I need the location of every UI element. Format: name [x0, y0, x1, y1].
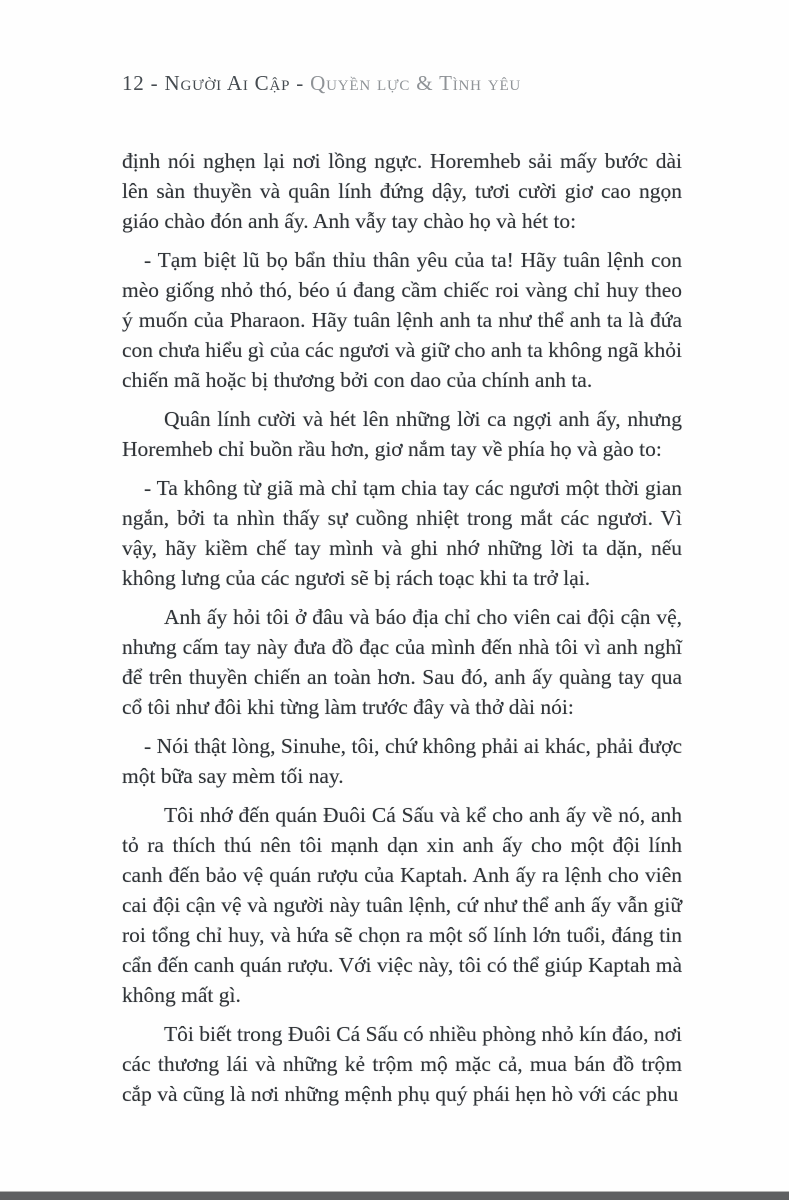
page-body [122, 146, 682, 1118]
running-head-title: Quyền lực & Tình yêu [310, 71, 522, 95]
paragraph: Anh ấy hỏi tôi ở đâu và báo địa chỉ cho viên cai đội cận vệ, nhưng cấm tay này đưa đồ đạc của mình đến nhà tôi vì anh nghĩ để trên thuyền chiến an toàn hơn. Sau đó, anh ấy quàng tay qua cổ tôi như đôi khi từng làm trước đây và thở dài nói: [122, 605, 682, 719]
paragraph: - Ta không từ giã mà chỉ tạm chia tay các ngươi một thời gian ngắn, bởi ta nhìn thấy sự cuồng nhiệt trong mắt các ngươi. Vì vậy, hãy kiềm chế tay mình và ghi nhớ những lời ta dặn, nếu không lưng của các ngươi sẽ bị rách toạc khi ta trở lại. [122, 476, 682, 590]
running-head [122, 70, 722, 96]
paragraph: Tôi biết trong Đuôi Cá Sấu có nhiều phòng nhỏ kín đáo, nơi các thương lái và những kẻ trộm mộ mặc cả, mua bán đồ trộm cắp và cũng là nơi những mệnh phụ quý phái hẹn hò với các phu [122, 1022, 682, 1106]
page-edge-bar [0, 1191, 789, 1200]
paragraph: định nói nghẹn lại nơi lồng ngực. Horemheb sải mấy bước dài lên sàn thuyền và quân lính đứng dậy, tươi cười giơ cao ngọn giáo chào đón anh ấy. Anh vẫy tay chào họ và hét to: [122, 149, 682, 233]
paragraph: Quân lính cười và hét lên những lời ca ngợi anh ấy, nhưng Horemheb chỉ buồn rầu hơn, giơ nắm tay về phía họ và gào to: [122, 407, 682, 461]
paragraph: Tôi nhớ đến quán Đuôi Cá Sấu và kể cho anh ấy về nó, anh tỏ ra thích thú nên tôi mạnh dạn xin anh ấy cho một đội lính canh đến bảo vệ quán rượu của Kaptah. Anh ấy ra lệnh cho viên cai đội cận vệ và người này tuân lệnh, cứ như thể anh ấy vẫn giữ roi tổng chỉ huy, và hứa sẽ chọn ra một số lính lớn tuổi, đáng tin cẩn đến canh quán rượu. Với việc này, tôi có thể giúp Kaptah mà không mất gì. [122, 803, 682, 1007]
running-head-section: 12 - Người Ai Cập - [122, 71, 311, 95]
paragraph: - Nói thật lòng, Sinuhe, tôi, chứ không phải ai khác, phải được một bữa say mèm tối nay. [122, 734, 682, 788]
paragraph: - Tạm biệt lũ bọ bẩn thỉu thân yêu của ta! Hãy tuân lệnh con mèo giống nhỏ thó, béo ú đang cầm chiếc roi vàng chỉ huy theo ý muốn của Pharaon. Hãy tuân lệnh anh ta như thể anh ta là đứa con chưa hiểu gì của các ngươi và giữ cho anh ta không ngã khỏi chiến mã hoặc bị thương bởi con dao của chính anh ta. [122, 248, 682, 392]
